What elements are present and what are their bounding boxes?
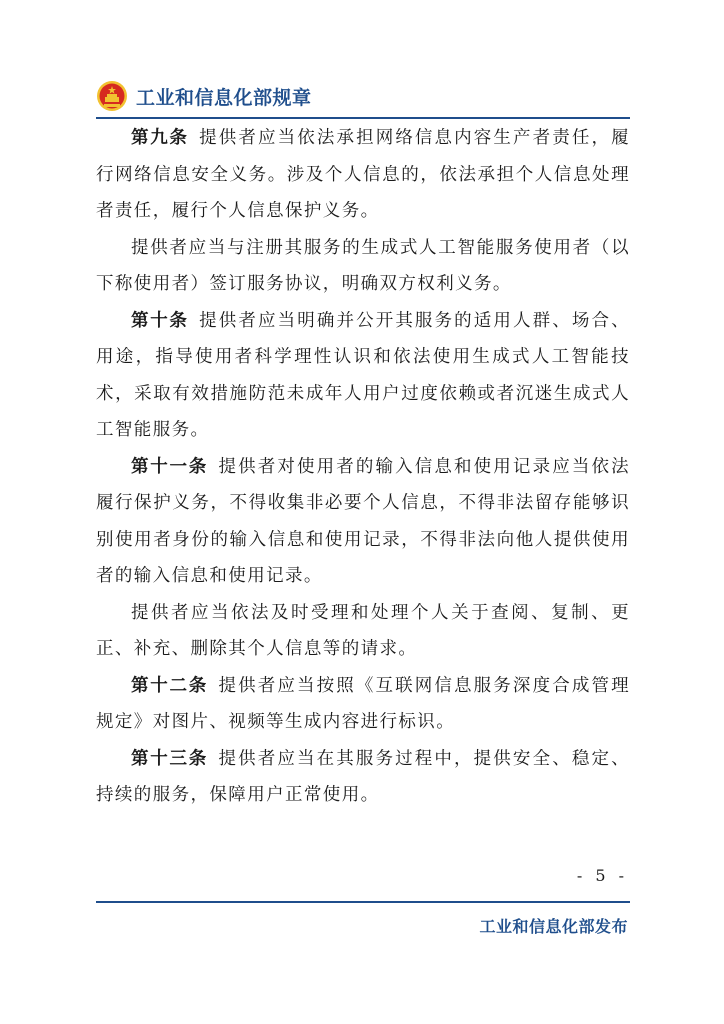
document-body [96, 120, 630, 814]
article-text: 提供者对使用者的输入信息和使用记录应当依法履行保护义务，不得收集非必要个人信息，不得非法留存能够识别使用者身份的输入信息和使用记录，不得非法向他人提供使用者的输入信息和使用记录。 [96, 456, 630, 586]
article-text: 提供者应当与注册其服务的生成式人工智能服务使用者（以下称使用者）签订服务协议，明确双方权利义务。 [96, 237, 630, 294]
article-number: 第九条 [131, 128, 189, 148]
article-number: 第十二条 [131, 675, 208, 696]
article-number: 第十一条 [131, 456, 208, 477]
header-divider [96, 117, 630, 119]
article-text: 提供者应当在其服务过程中，提供安全、稳定、持续的服务，保障用户正常使用。 [96, 748, 630, 805]
article-text: 提供者应当明确并公开其服务的适用人群、场合、用途，指导使用者科学理性认识和依法使用生成式人工智能技术，采取有效措施防范未成年人用户过度依赖或者沉迷生成式人工智能服务。 [96, 310, 630, 440]
article-paragraph [96, 230, 630, 303]
article-number: 第十三条 [131, 748, 208, 769]
page-number: - 5 - [576, 866, 628, 885]
header-title: 工业和信息化部规章 [136, 86, 312, 109]
article-text: 提供者应当按照《互联网信息服务深度合成管理规定》对图片、视频等生成内容进行标识。 [96, 675, 630, 732]
footer-publisher: 工业和信息化部发布 [479, 917, 628, 936]
page-header [96, 76, 312, 116]
article-paragraph [96, 668, 630, 741]
article-paragraph [96, 303, 630, 449]
article-paragraph [96, 595, 630, 668]
article-paragraph [96, 449, 630, 595]
article-paragraph [96, 120, 630, 230]
national-emblem-icon [96, 80, 128, 112]
article-text: 提供者应当依法及时受理和处理个人关于查阅、复制、更正、补充、删除其个人信息等的请求。 [96, 602, 630, 659]
article-paragraph [96, 741, 630, 814]
article-text: 提供者应当依法承担网络信息内容生产者责任，履行网络信息安全义务。涉及个人信息的，依法承担个人信息处理者责任，履行个人信息保护义务。 [96, 128, 630, 221]
footer-divider [96, 901, 630, 903]
article-number: 第十条 [131, 310, 189, 331]
